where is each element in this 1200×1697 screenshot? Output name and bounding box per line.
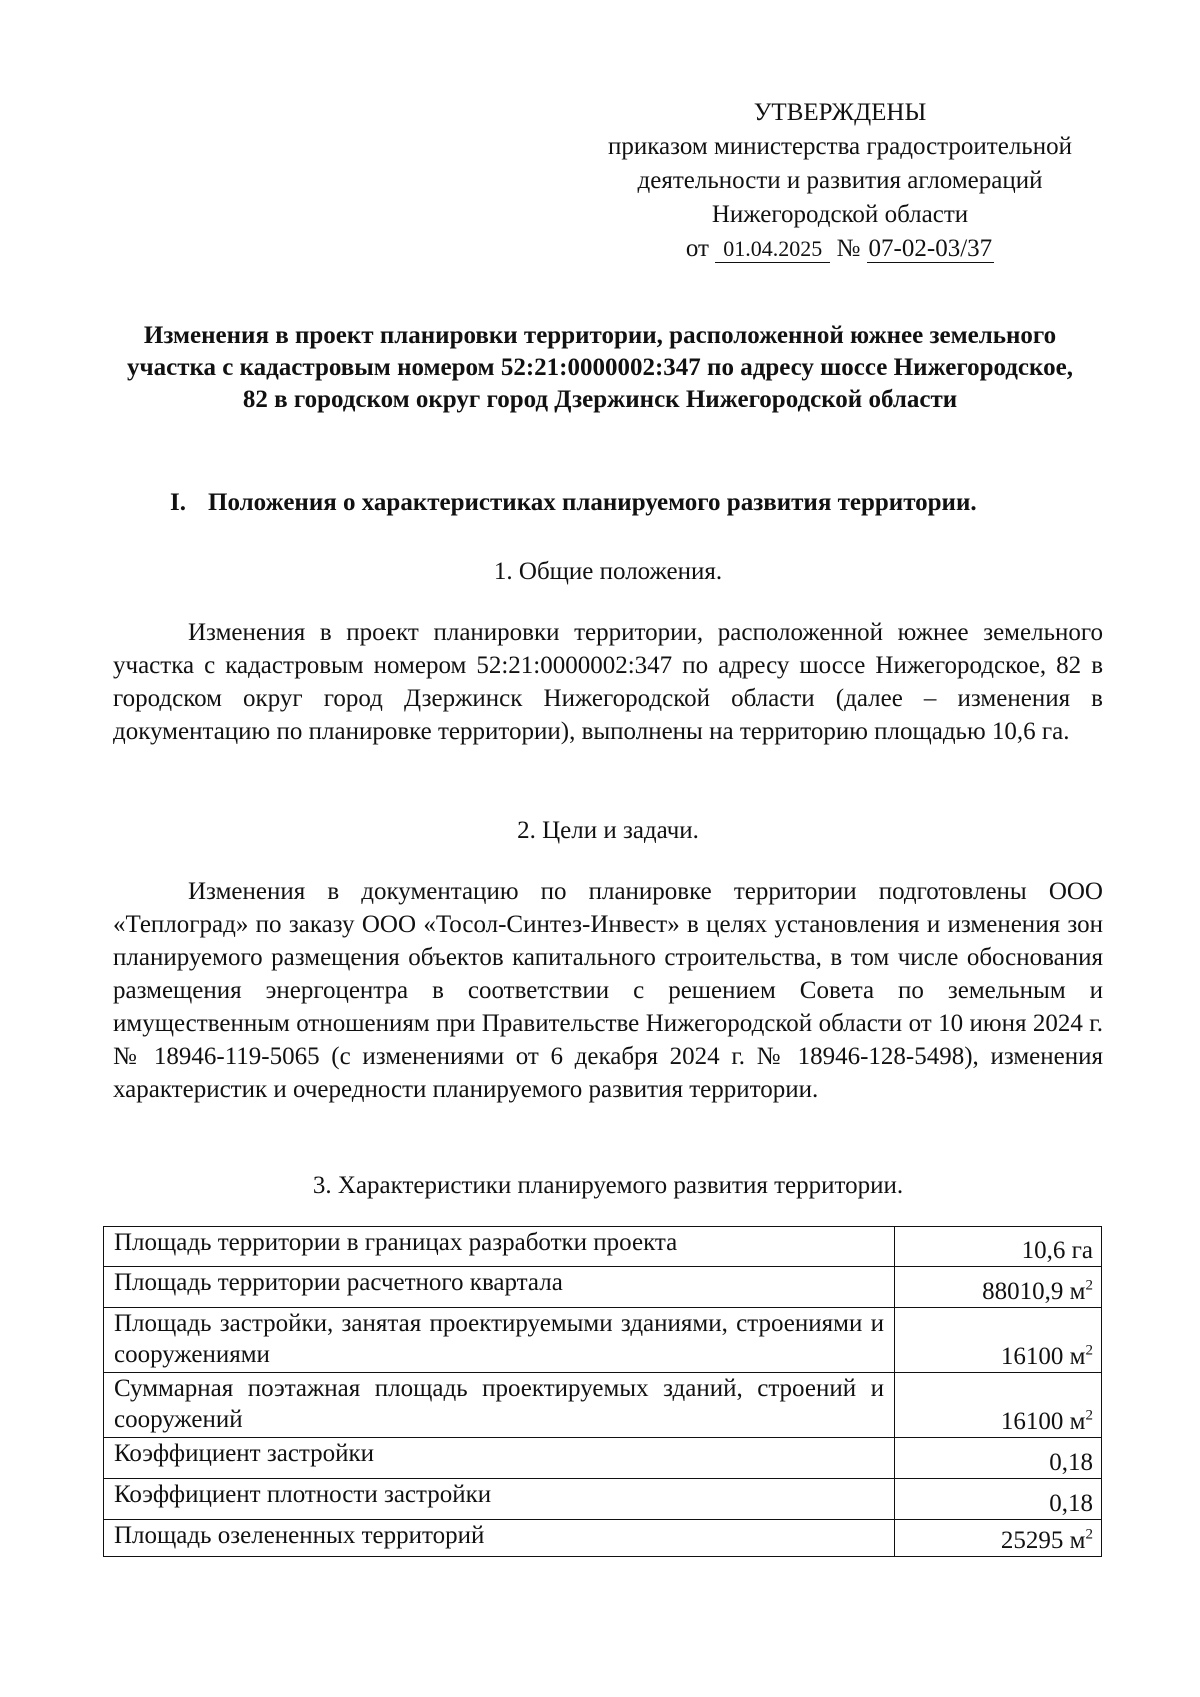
approval-line-2: деятельности и развития агломераций [637, 167, 1043, 194]
order-date: 01.04.2025 [715, 236, 830, 263]
section-heading [170, 487, 1150, 519]
approval-line-1: приказом министерства градостроительной [608, 133, 1072, 160]
table-row [104, 1438, 1102, 1479]
approval-stamp [560, 96, 1120, 266]
table-row [104, 1308, 1102, 1373]
row-label: Площадь территории в границах разработки проекта [104, 1227, 895, 1267]
subsection-2-text: Изменения в документацию по планировке территории подготовлены ООО «Теплоград» по заказу ООО «Тосол-Синтез-Инвест» в целях установления и изменения зон планируемого размещения объектов капитального строительства, в том числе обоснования размещения энергоцентра в соответствии с решением Совета по земельным и имущественным отношениям при Правительстве Нижегородской области от 10 июня 2024 г. № 18946-119-5065 (с изменениями от 6 декабря 2024 г. № 18946-128-5498), изменения характеристик и очередности планируемого развития территории. [113, 878, 1103, 1103]
number-prefix: № [836, 235, 861, 262]
subsection-1-text: Изменения в проект планировки территории, расположенной южнее земельного участка с кадастровым номером 52:21:0000002:347 по адресу шоссе Нижегородское, 82 в городском округ город Дзержинск Нижегородской области (далее – изменения в документацию по планировке территории), выполнены на территорию площадью 10,6 га. [113, 619, 1103, 745]
row-label: Площадь застройки, занятая проектируемыми зданиями, строениями и сооружениями [104, 1308, 895, 1373]
table-row [104, 1479, 1102, 1520]
row-value: 88010,9 $м^2$ [895, 1267, 1102, 1308]
approval-order-line [560, 232, 1120, 266]
characteristics-table [103, 1226, 1102, 1557]
table-row [104, 1227, 1102, 1267]
row-label: Коэффициент застройки [104, 1438, 895, 1479]
section-title: Положения о характеристиках планируемого развития территории. [208, 489, 977, 516]
row-label: Суммарная поэтажная площадь проектируемых зданий, строений и сооружений [104, 1373, 895, 1438]
row-value: 16100 $м^2$ [895, 1373, 1102, 1438]
order-number: 07-02-03/37 [868, 235, 993, 262]
subsection-2-heading: 2. Цели и задачи. [517, 817, 699, 844]
document-title: Изменения в проект планировки территории, расположенной южнее земельного участка с кадастровым номером 52:21:0000002:347 по адресу шоссе Нижегородское, 82 в городском округ город Дзержинск Нижегородской области [127, 322, 1073, 413]
row-value: 0,18 [895, 1479, 1102, 1520]
date-prefix: от [685, 235, 709, 262]
row-label: Площадь территории расчетного квартала [104, 1267, 895, 1308]
table-row [104, 1520, 1102, 1557]
approval-title: УТВЕРЖДЕНЫ [753, 99, 927, 126]
subsection-3-heading: 3. Характеристики планируемого развития территории. [312, 1172, 904, 1199]
row-value: 16100 $м^2$ [895, 1308, 1102, 1373]
row-label: Площадь озелененных территорий [104, 1520, 895, 1557]
row-value: 25295 $м^2$ [895, 1520, 1102, 1557]
table-row [104, 1373, 1102, 1438]
approval-line-3: Нижегородской области [711, 201, 969, 228]
row-value: 0,18 [895, 1438, 1102, 1479]
section-number: I. [170, 489, 186, 516]
row-value: 10,6 га [895, 1227, 1102, 1267]
table-row [104, 1267, 1102, 1308]
subsection-1-heading: 1. Общие положения. [493, 558, 723, 585]
row-label: Коэффициент плотности застройки [104, 1479, 895, 1520]
